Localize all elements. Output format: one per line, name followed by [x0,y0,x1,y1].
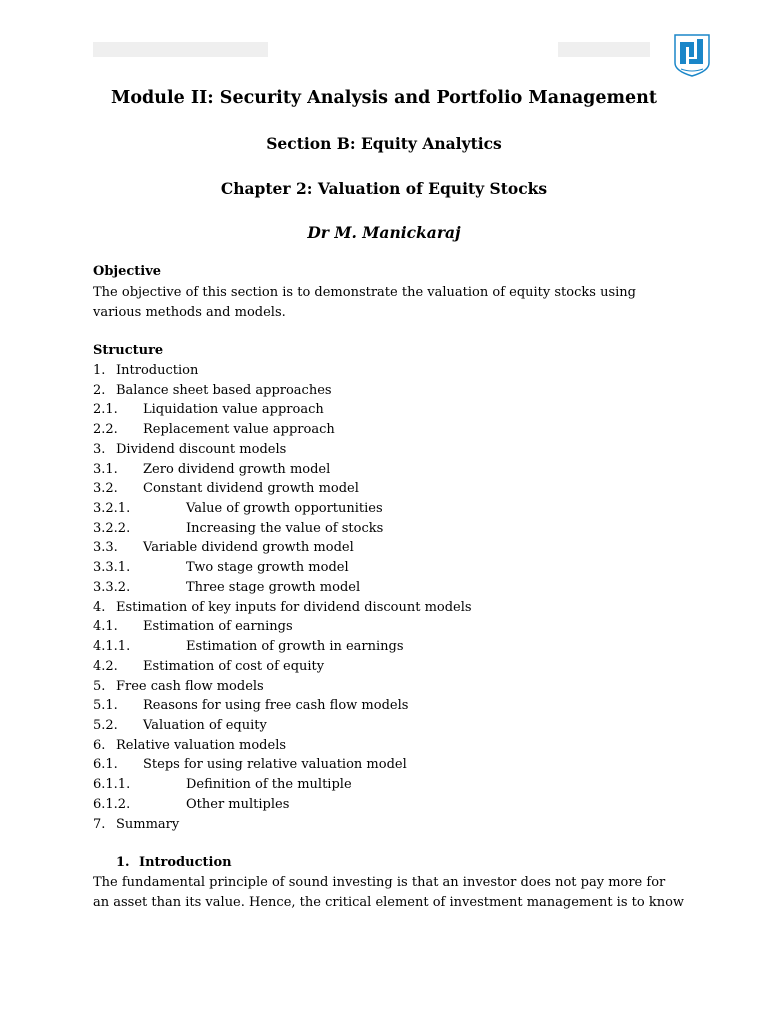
objective-line: The objective of this section is to demonstrate the valuation of equity stocks using [93,285,636,300]
structure-item-number: 3.2. [93,481,118,497]
structure-item-number: 3.3.1. [93,560,131,576]
structure-item-label: Steps for using relative valuation model [143,757,407,773]
structure-item-number: 3.3.2. [93,579,131,595]
structure-item-number: 3.2.1. [93,501,131,517]
header-placeholder-bar-left [93,42,268,57]
structure-item-label: Value of growth opportunities [186,501,383,517]
structure-item-label: Estimation of key inputs for dividend discount models [116,599,472,615]
introduction-line: The fundamental principle of sound investing is that an investor does not pay more for [93,875,666,890]
structure-item-number: 7. [93,816,106,832]
structure-item-number: 3. [93,441,106,457]
structure-item-label: Constant dividend growth model [143,481,359,497]
structure-item-label: Free cash flow models [116,678,264,694]
structure-item-label: Estimation of growth in earnings [186,639,404,655]
author-name: Dr M. Manickaraj [307,223,461,242]
structure-item-number: 4. [93,599,106,615]
structure-heading: Structure [93,343,164,358]
structure-item-number: 5. [93,678,106,694]
structure-item-number: 6.1.2. [93,796,131,812]
structure-item-label: Other multiples [186,796,290,812]
structure-item-label: Definition of the multiple [186,777,352,793]
structure-item-label: Three stage growth model [186,579,361,595]
structure-item-number: 3.2.2. [93,520,131,536]
structure-item-number: 2.1. [93,402,118,418]
structure-item-number: 4.1. [93,619,118,635]
introduction-number: 1. [116,855,130,870]
structure-item-label: Liquidation value approach [143,402,324,418]
structure-item-number: 4.2. [93,658,118,674]
objective-line: various methods and models. [93,304,286,320]
introduction-paragraph [93,873,683,913]
structure-item-label: Valuation of equity [143,717,267,733]
chapter-title: Chapter 2: Valuation of Equity Stocks [220,179,548,198]
structure-item-label: Relative valuation models [116,737,287,753]
structure-item-label: Dividend discount models [116,441,287,457]
structure-item-number: 6.1.1. [93,777,131,793]
structure-item-number: 3.3. [93,540,118,556]
structure-item-number: 5.2. [93,717,118,733]
structure-item-number: 6.1. [93,757,118,773]
objective-heading: Objective [93,264,162,279]
introduction-heading-text: Introduction [139,855,232,870]
structure-item-label: Increasing the value of stocks [186,520,384,536]
section-title: Section B: Equity Analytics [266,134,502,153]
structure-item-number: 6. [93,737,106,753]
structure-item-number: 1. [93,363,106,378]
structure-item-label: Reasons for using free cash flow models [143,698,409,714]
structure-item-label: Summary [116,816,180,832]
structure-item-label: Variable dividend growth model [143,540,354,556]
structure-item-label: Estimation of cost of equity [143,658,325,674]
structure-item-number: 5.1. [93,698,118,714]
module-title: Module II: Security Analysis and Portfolio Management [111,88,657,108]
structure-item-number: 2. [93,382,106,398]
header-placeholder-bar-right [558,42,650,57]
structure-item-label: Introduction [116,363,199,378]
structure-item-number: 2.2. [93,422,118,438]
introduction-line: an asset than its value. Hence, the critical element of investment management is to know [93,894,685,910]
structure-item-label: Zero dividend growth model [143,461,331,477]
institute-logo-icon [673,33,711,77]
structure-item-label: Estimation of earnings [143,619,293,635]
structure-item-number: 3.1. [93,461,118,477]
objective-paragraph [93,283,683,323]
structure-item-label: Balance sheet based approaches [116,382,332,398]
structure-item-label: Two stage growth model [186,560,349,576]
structure-item-number: 4.1.1. [93,639,131,655]
structure-item-label: Replacement value approach [143,422,335,438]
